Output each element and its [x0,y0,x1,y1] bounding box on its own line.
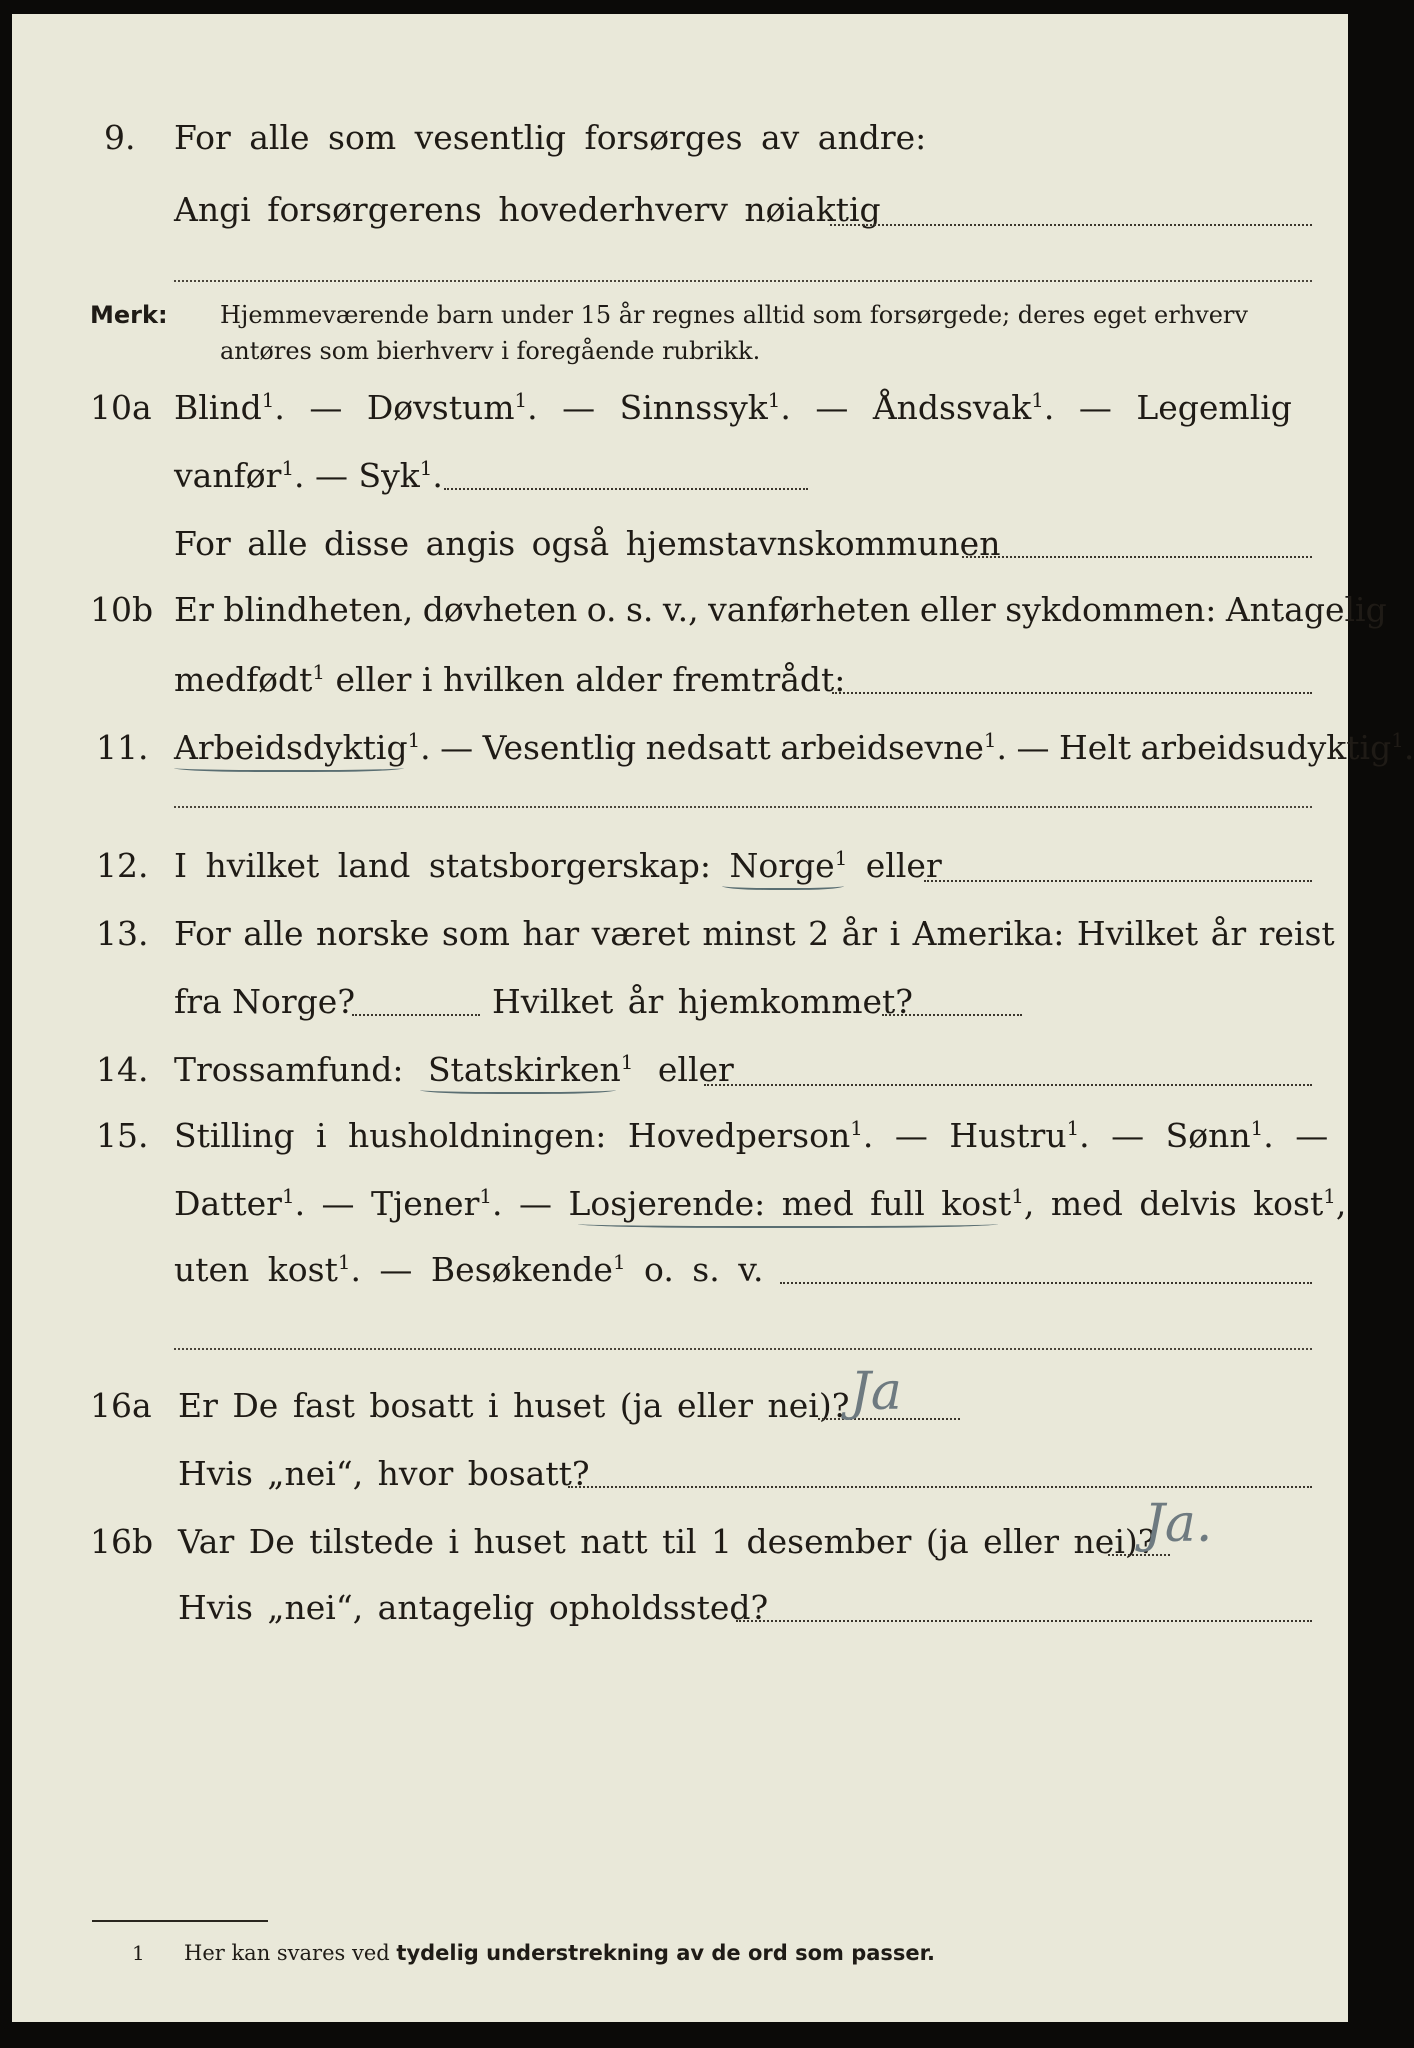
q10b-number: 10b [90,590,154,629]
q10b-answer-line [832,692,1312,694]
q16b-text-line1: Var De tilstede i huset natt til 1 desember (ja eller nei)? [178,1522,1156,1561]
q9-answer-line [830,224,1312,226]
q10b-text-line2: medfødt$^1$ eller i hvilken alder fremtrådt: [174,660,846,699]
q15-answer-line-2 [174,1348,1312,1350]
q13-hjemkommet-line [882,1014,1022,1016]
merk-text-line1: Hjemmeværende barn under 15 år regnes alltid som forsørgede; deres eget erhverv [220,301,1248,329]
q12-handwritten-underline [722,880,844,890]
footnote-text: Her kan svares ved tydelig understrekning av de ord som passer. [184,1941,936,1965]
q10a-text-line2: vanfør$^1$. — Syk$^1$. [174,456,443,495]
q9-text-line2: Angi forsørgerens hovederhverv nøiaktig [174,190,881,229]
q10a-hjemstavn-line [962,556,1312,558]
footnote-marker: 1 [132,1941,145,1965]
q15-text-line2: Datter$^1$. — Tjener$^1$. — Losjerende: med full kost$^1$, med delvis kost$^1$, [174,1184,1347,1223]
q15-answer-line [780,1282,1312,1284]
q11-answer-line [174,806,1312,808]
q16a-handwritten-answer: Ja [850,1362,902,1422]
q13-text-line2-b: Hvilket år hjemkommet? [492,982,913,1021]
q16b-handwritten-answer: Ja. [1144,1494,1213,1554]
q13-reist-line [352,1014,480,1016]
q11-number: 11. [96,728,149,767]
q16b-number: 16b [90,1522,154,1561]
census-form-page [12,14,1414,2022]
q16a-text-line2: Hvis „nei“, hvor bosatt? [178,1454,590,1493]
q15-number: 15. [96,1116,149,1155]
q13-text-line1: For alle norske som har været minst 2 år i Amerika: Hvilket år reist [174,914,1335,953]
q14-text: Trossamfund: Statskirken$^1$ eller [174,1050,734,1089]
q12-number: 12. [96,846,149,885]
q16b-opholdssted-line [736,1620,1312,1622]
q15-text-line3: uten kost$^1$. — Besøkende$^1$ o. s. v. [174,1250,764,1289]
q16a-number: 16a [90,1386,152,1425]
q10a-text-line1: Blind$^1$. — Døvstum$^1$. — Sinnssyk$^1$. — Åndssvak$^1$. — Legemlig [174,388,1292,427]
q14-handwritten-underline [420,1084,616,1094]
q9-answer-line-2 [174,280,1312,282]
q13-number: 13. [96,914,149,953]
q14-answer-line [704,1084,1312,1086]
q10b-text-line1: Er blindheten, døvheten o. s. v., vanførheten eller sykdommen: Antagelig [174,590,1387,629]
q9-number: 9. [104,118,136,157]
q9-text-line1: For alle som vesentlig forsørges av andre: [174,118,927,157]
footnote-rule [92,1920,268,1922]
merk-label: Merk: [90,301,168,329]
q15-handwritten-underline [578,1218,998,1228]
q12-answer-line [924,880,1312,882]
q10a-text-line3: For alle disse angis også hjemstavnskommunen [174,524,1001,563]
q16a-text-line1: Er De fast bosatt i huset (ja eller nei)? [178,1386,850,1425]
q13-text-line2-a: fra Norge? [174,982,356,1021]
q12-text: I hvilket land statsborgerskap: Norge$^1$ eller [174,846,942,885]
q16a-bosatt-line [568,1486,1312,1488]
q11-handwritten-underline [174,762,404,772]
q10a-answer-line [444,488,808,490]
merk-text-line2: antøres som bierhverv i foregående rubrikk. [220,337,761,365]
q16b-text-line2: Hvis „nei“, antagelig opholdssted? [178,1588,769,1627]
q15-text-line1: Stilling i husholdningen: Hovedperson$^1$. — Hustru$^1$. — Sønn$^1$. — [174,1116,1329,1155]
q11-text: Arbeidsdyktig$^1$. — Vesentlig nedsatt arbeidsevne$^1$. — Helt arbeidsudyktig$^1$. [174,728,1414,767]
q14-number: 14. [96,1050,149,1089]
q16b-answer-line [1108,1554,1170,1556]
q10a-number: 10a [90,388,152,427]
